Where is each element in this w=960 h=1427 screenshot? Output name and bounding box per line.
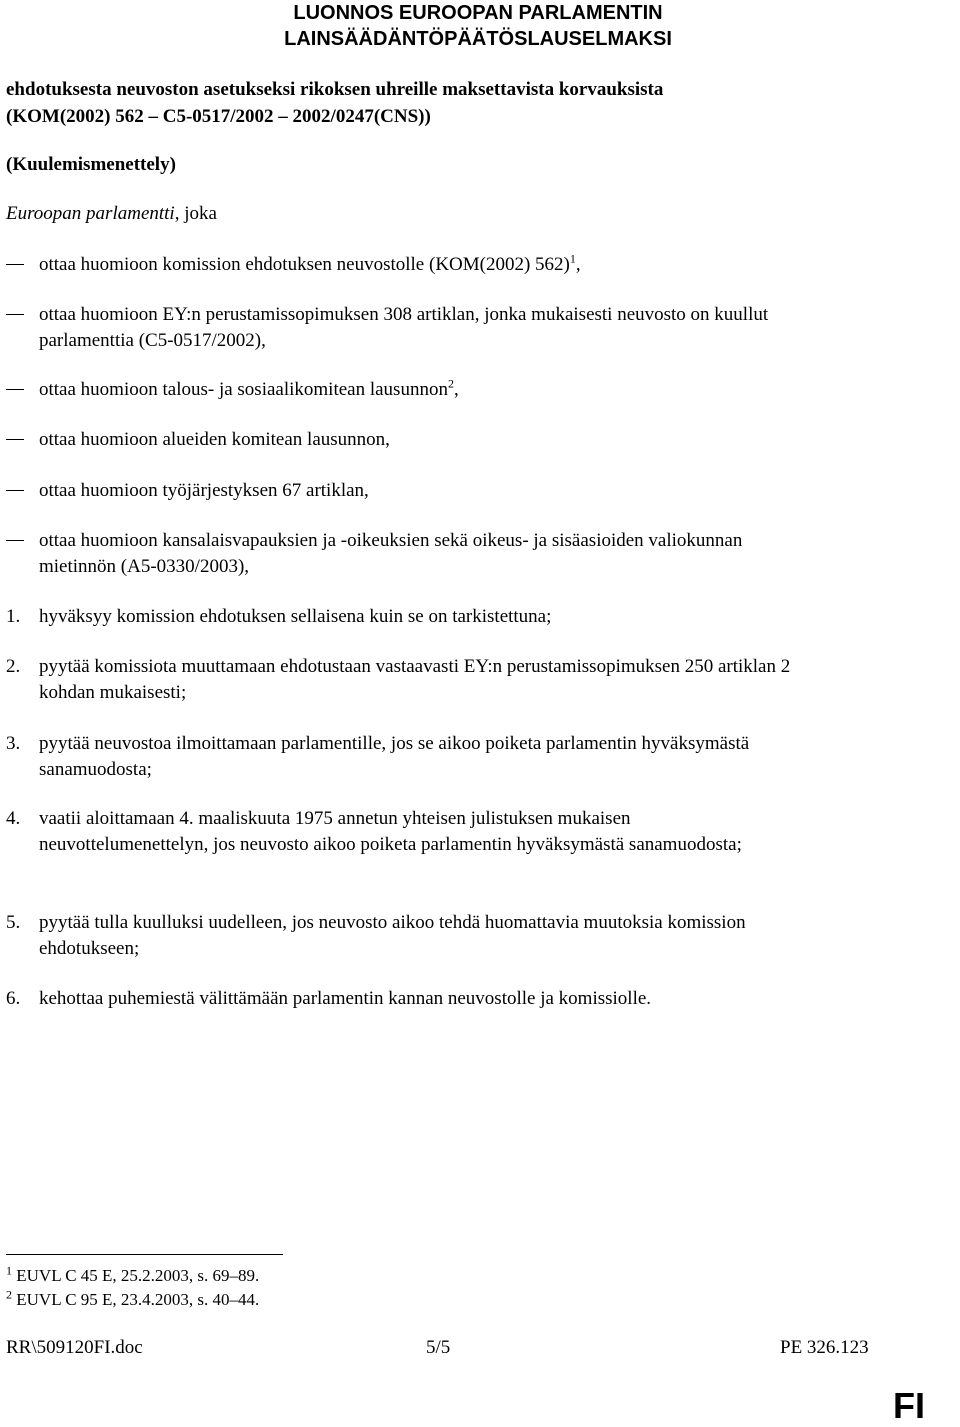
footnote-number: 1 xyxy=(6,1263,12,1278)
citation-text: ottaa huomioon talous- ja sosiaalikomitean lausunnon$^2$, xyxy=(39,376,459,400)
resolution-item xyxy=(6,986,906,1012)
footnote-ref: 2 xyxy=(447,376,454,391)
procedure-label: (Kuulemismenettely) xyxy=(6,154,176,175)
title-line-2: (KOM(2002) 562 – C5-0517/2002 – 2002/0247(CNS)) xyxy=(6,106,431,127)
citation-item xyxy=(6,302,866,354)
footnote-divider xyxy=(6,1254,283,1255)
footnote xyxy=(6,1263,260,1286)
resolution-text: pyytää komissiota muuttamaan ehdotustaan vastaavasti EY:n perustamissopimuksen 250 artiklan 2 kohdan mukaisesti; xyxy=(39,656,791,703)
document-title xyxy=(6,76,906,130)
resolution-number: 2. xyxy=(6,656,21,677)
resolution-text: hyväksyy komission ehdotuksen sellaisena kuin se on tarkistettuna; xyxy=(39,606,552,627)
resolution-number: 1. xyxy=(6,606,21,627)
citation-item xyxy=(6,427,906,453)
intro-subject: Euroopan parlamentti xyxy=(6,203,175,224)
resolution-item xyxy=(6,604,906,630)
footnote-text: EUVL C 95 E, 23.4.2003, s. 40–44. xyxy=(16,1290,260,1309)
footnote-text: EUVL C 45 E, 25.2.2003, s. 69–89. xyxy=(16,1266,260,1285)
citation-item xyxy=(6,252,906,278)
citation-item xyxy=(6,528,806,580)
intro-line xyxy=(6,200,217,227)
footnote-ref: 1 xyxy=(569,251,576,266)
resolution-number: 3. xyxy=(6,733,21,754)
resolution-item xyxy=(6,654,836,706)
resolution-item xyxy=(6,806,796,858)
resolution-number: 6. xyxy=(6,988,21,1009)
dash-marker xyxy=(6,478,34,504)
citation-text: ottaa huomioon alueiden komitean lausunnon, xyxy=(39,429,390,450)
footnote-number: 2 xyxy=(6,1287,12,1302)
language-code: FI xyxy=(893,1385,925,1426)
footer-reference: PE 326.123 xyxy=(780,1337,869,1358)
footer-doc-name: RR\509120FI.doc xyxy=(6,1337,143,1358)
title-line-1: ehdotuksesta neuvoston asetukseksi rikoksen uhreille maksettavista korvauksista xyxy=(6,79,664,100)
resolution-number: 5. xyxy=(6,912,21,933)
heading-line-1: LUONNOS EUROOPAN PARLAMENTIN xyxy=(293,2,663,24)
citation-text: ottaa huomioon EY:n perustamissopimuksen 308 artiklan, jonka mukaisesti neuvosto on kuullut parlamenttia (C5-0517/2002), xyxy=(39,304,769,351)
dash-marker xyxy=(6,302,34,328)
dash-marker xyxy=(6,427,34,453)
resolution-item xyxy=(6,731,806,783)
intro-rest: , joka xyxy=(174,203,217,224)
citation-text: ottaa huomioon kansalaisvapauksien ja -oikeuksien sekä oikeus- ja sisäasioiden valiokunnan mietinnön (A5-0330/2003), xyxy=(39,530,743,577)
resolution-text: vaatii aloittamaan 4. maaliskuuta 1975 annetun yhteisen julistuksen mukaisen neuvottelumenettelyn, jos neuvosto aikoo poiketa parlamentin hyväksymästä sanamuodosta; xyxy=(39,808,742,855)
resolution-text: kehottaa puhemiestä välittämään parlamentin kannan neuvostolle ja komissiolle. xyxy=(39,988,652,1009)
footer-page-number: 5/5 xyxy=(426,1337,451,1358)
resolution-text: pyytää neuvostoa ilmoittamaan parlamentille, jos se aikoo poiketa parlamentin hyväksymästä sanamuodosta; xyxy=(39,733,750,780)
document-heading xyxy=(218,0,738,52)
resolution-item xyxy=(6,910,826,962)
footnote xyxy=(6,1287,260,1310)
dash-marker xyxy=(6,252,34,278)
citation-item xyxy=(6,377,906,403)
resolution-text: pyytää tulla kuulluksi uudelleen, jos neuvosto aikoo tehdä huomattavia muutoksia komission ehdotukseen; xyxy=(39,912,746,959)
citation-text: ottaa huomioon komission ehdotuksen neuvostolle (KOM(2002) 562)$^1$, xyxy=(39,251,581,275)
resolution-number: 4. xyxy=(6,808,21,829)
dash-marker xyxy=(6,528,34,554)
dash-marker xyxy=(6,377,34,403)
heading-line-2: LAINSÄÄDÄNTÖPÄÄTÖSLAUSELMAKSI xyxy=(284,28,672,50)
citation-item xyxy=(6,478,906,504)
citation-text: ottaa huomioon työjärjestyksen 67 artiklan, xyxy=(39,480,369,501)
